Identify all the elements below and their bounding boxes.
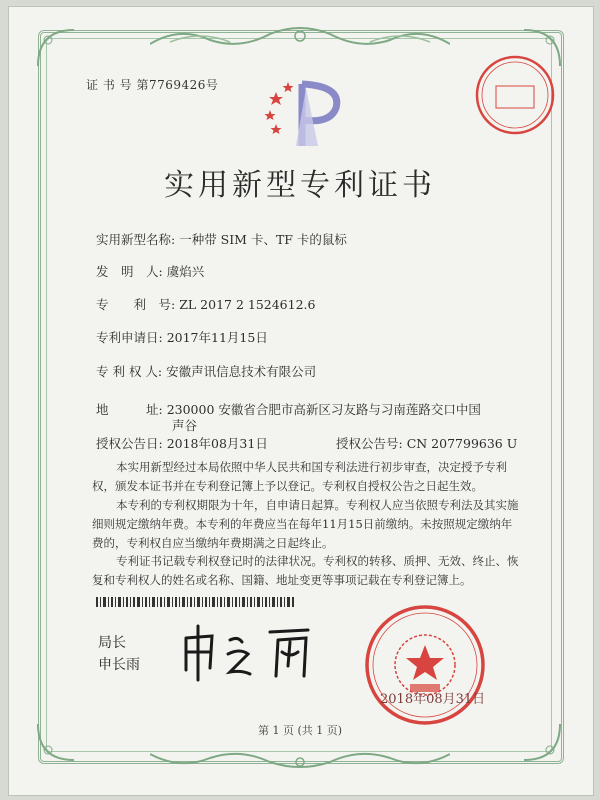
certificate-number: 证 书 号 第7769426号: [86, 78, 219, 92]
field-label: 专利申请日:: [96, 330, 163, 345]
certificate-title: 实用新型专利证书: [164, 168, 436, 203]
director-signature: [178, 618, 328, 688]
field-value: 2017年11月15日: [166, 330, 268, 345]
field-label: 授权公告号:: [336, 436, 403, 451]
paragraph-term: 本专利的专利权期限为十年，自申请日起算。专利权人应当依照专利法及其实施细则规定缴纳年费。本专利的年费应当在每年11月15日前缴纳。未按照规定缴纳年费的，专利权自应当缴纳年费期满之日起终止。: [92, 498, 519, 550]
field-address-cont: [172, 416, 197, 434]
director-title: 局长: [98, 635, 126, 651]
field-label: 地 址:: [96, 402, 163, 417]
page-number: 第 1 页 (共 1 页): [257, 724, 343, 737]
seal-date: 2018年08月31日: [380, 692, 486, 707]
field-grant-number: [336, 434, 517, 452]
field-label: 专 利 权 人:: [96, 364, 163, 379]
field-application-date: [96, 328, 268, 346]
field-patent-number: [96, 295, 315, 313]
field-label: 专 利 号:: [96, 297, 176, 312]
field-value: 2018年08月31日: [166, 436, 268, 451]
field-patentee: [96, 362, 316, 380]
field-inventor: [96, 262, 204, 280]
field-label: 发 明 人:: [96, 264, 163, 279]
field-utility-model-name: [96, 230, 347, 248]
paragraph-legal-status: 专利证书记载专利权登记时的法律状况。专利权的转移、质押、无效、终止、恢复和专利权人的姓名或名称、国籍、地址变更等事项记载在专利登记簿上。: [92, 554, 519, 587]
field-label: 实用新型名称:: [96, 232, 176, 247]
field-label: 授权公告日:: [96, 436, 163, 451]
field-address: [96, 400, 481, 418]
field-grant-date: [96, 434, 268, 452]
corner-ornament-tl: [36, 28, 76, 68]
patent-office-logo: [262, 78, 348, 150]
company-seal: [472, 52, 558, 138]
field-value: ZL 2017 2 1524612.6: [179, 297, 316, 312]
barcode: [96, 597, 296, 607]
top-ornament: [150, 24, 450, 50]
bottom-ornament: [150, 750, 450, 772]
field-value: 虞焰兴: [166, 264, 205, 279]
director-name: 申长雨: [98, 657, 140, 673]
paragraph-grant: 本实用新型经过本局依照中华人民共和国专利法进行初步审查，决定授予专利权，颁发本证书并在专利登记簿上予以登记。专利权自授权公告之日起生效。: [92, 460, 507, 493]
field-value: 一种带 SIM 卡、TF 卡的鼠标: [179, 232, 347, 247]
official-seal: [360, 600, 490, 730]
field-value: CN 207799636 U: [406, 436, 518, 451]
field-value: 声谷: [172, 418, 198, 433]
field-value: 安徽声讯信息技术有限公司: [166, 364, 317, 379]
field-value: 230000 安徽省合肥市高新区习友路与习南莲路交口中国: [166, 402, 481, 417]
